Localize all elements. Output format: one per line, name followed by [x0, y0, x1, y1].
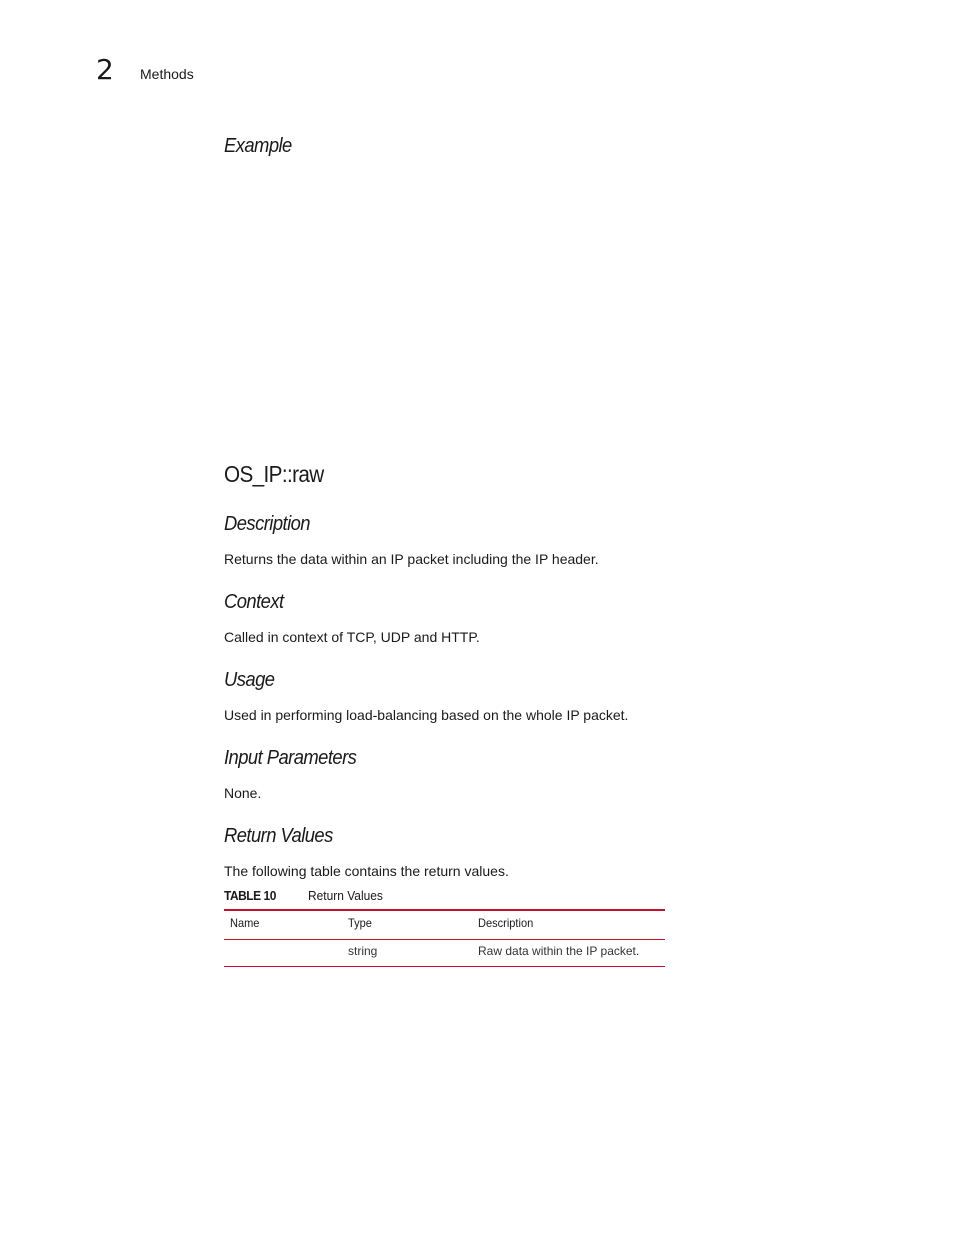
method-title: OS_IP::raw [224, 461, 324, 487]
column-header-type: Type [348, 916, 372, 930]
usage-heading: Usage [224, 669, 275, 691]
usage-text: Used in performing load-balancing based on the whole IP packet. [224, 707, 629, 723]
context-text: Called in context of TCP, UDP and HTTP. [224, 629, 480, 645]
return-values-text: The following table contains the return values. [224, 863, 509, 879]
example-heading: Example [224, 135, 292, 157]
cell-description: Raw data within the IP packet. [478, 944, 640, 958]
context-heading: Context [224, 591, 284, 613]
input-parameters-text: None. [224, 785, 262, 801]
column-header-name: Name [230, 916, 260, 930]
chapter-title: Methods [140, 66, 194, 82]
table-title: Return Values [308, 888, 383, 903]
table-number: TABLE 10 [224, 888, 276, 903]
table-caption [224, 886, 666, 906]
column-header-description: Description [478, 916, 534, 930]
return-values-heading: Return Values [224, 825, 333, 847]
input-parameters-heading: Input Parameters [224, 747, 357, 769]
chapter-number: 2 [96, 53, 114, 86]
cell-type: string [348, 944, 378, 958]
table-header-row [224, 911, 665, 940]
description-text: Returns the data within an IP packet including the IP header. [224, 551, 599, 567]
return-values-table [224, 909, 665, 967]
description-heading: Description [224, 513, 310, 535]
table-row [224, 940, 665, 967]
